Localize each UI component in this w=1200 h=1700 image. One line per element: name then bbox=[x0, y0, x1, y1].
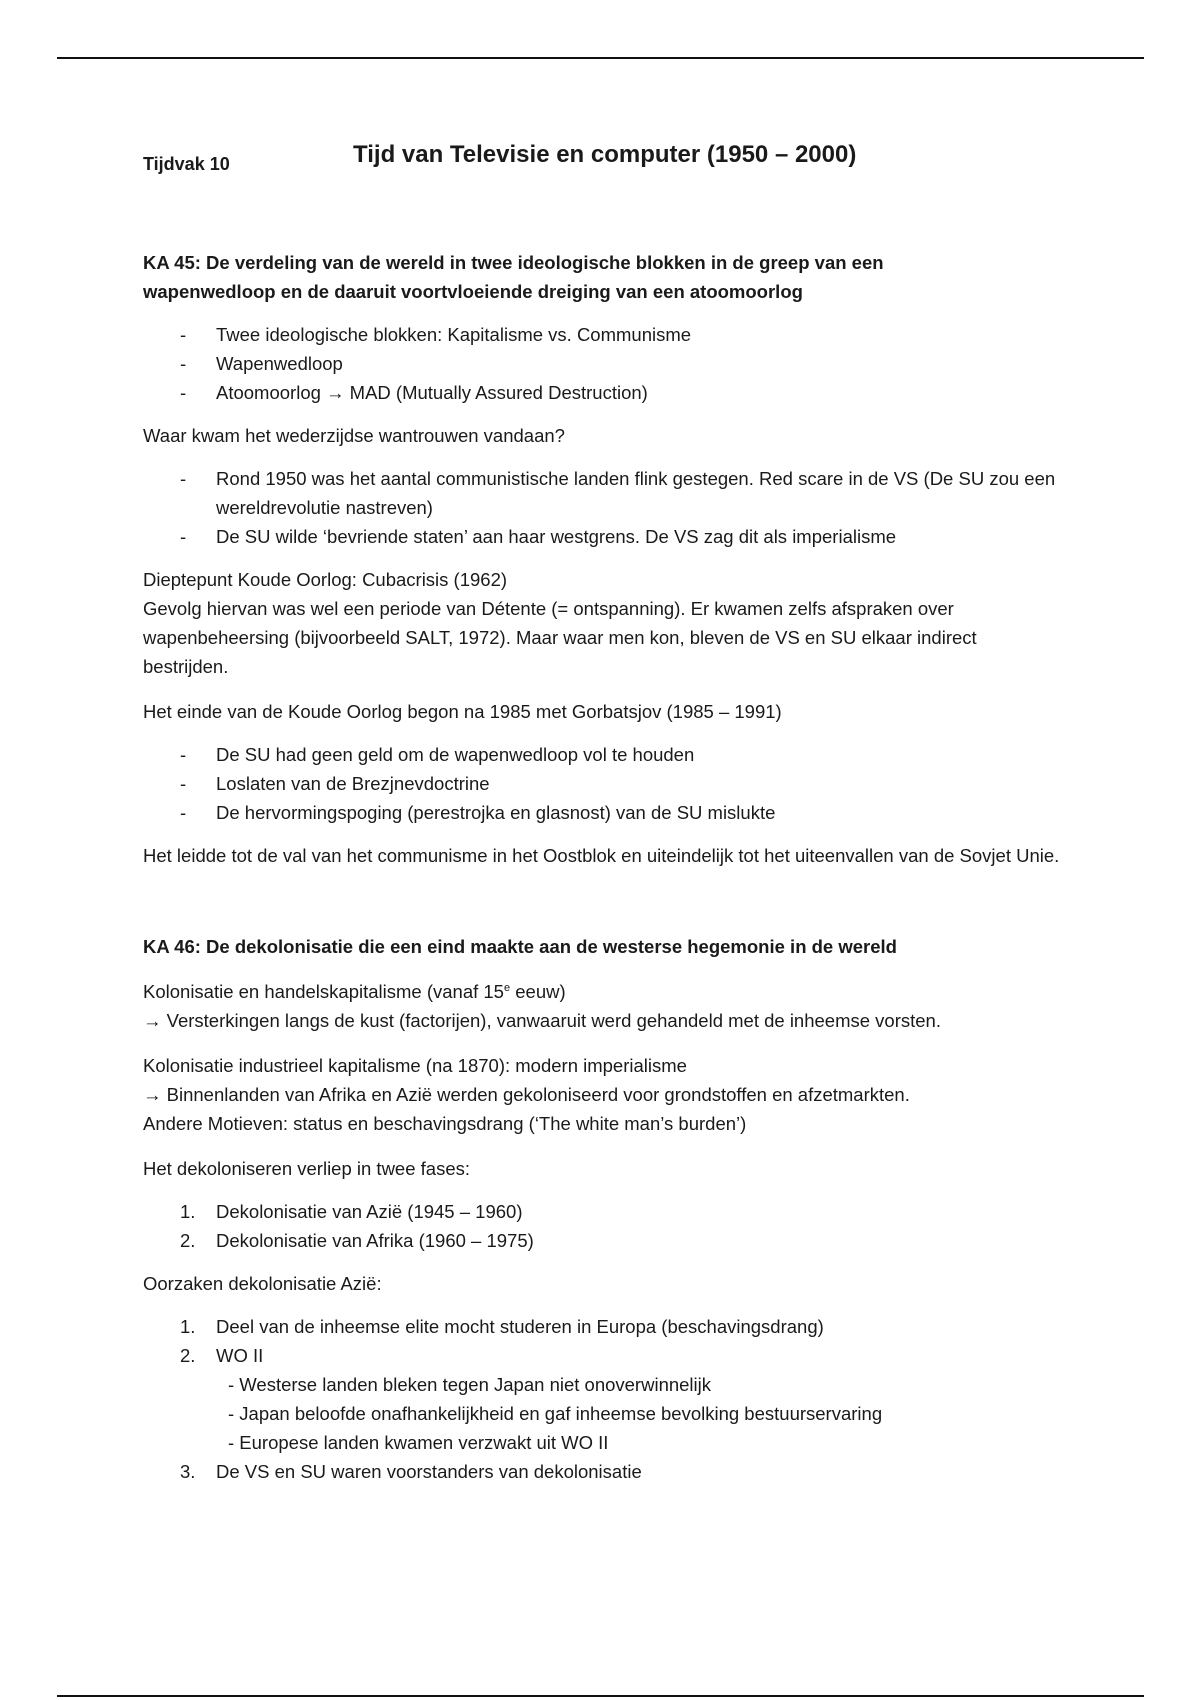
ka45-detente: Gevolg hiervan was wel een periode van Détente (= ontspanning). Er kwamen zelfs afspraken over wapenbeheersing (bijvoorbeeld SALT, 1972). Maar waar men kon, bleven de VS en SU elkaar indirect bestrijden. bbox=[143, 598, 977, 677]
ka46-heading: KA 46: De dekolonisatie die een eind maakte aan de westerse hegemonie in de wereld bbox=[143, 936, 897, 957]
ka45-dieptepunt: Dieptepunt Koude Oorlog: Cubacrisis (1962) bbox=[143, 569, 508, 590]
page-title: Tijd van Televisie en computer (1950 – 2000) bbox=[353, 141, 857, 168]
ka46-kolonisatie-2: Kolonisatie industrieel kapitalisme (na 1870): modern imperialisme bbox=[143, 1055, 687, 1076]
list-item: - De hervormingspoging (perestrojka en glasnost) van de SU mislukte bbox=[180, 802, 776, 823]
list-item: - Wapenwedloop bbox=[180, 353, 343, 374]
ka46-motives: Andere Motieven: status en beschavingsdrang (‘The white man’s burden’) bbox=[143, 1113, 747, 1134]
footer-rule bbox=[57, 1695, 1144, 1697]
ka46-kolonisatie-1-arrow: → Versterkingen langs de kust (factorijen), vanwaaruit werd gehandeld met de inheemse vorsten. bbox=[143, 1010, 941, 1031]
ka45-bullets-3 bbox=[143, 740, 1063, 827]
wo2-sub-item: - Japan beloofde onafhankelijkheid en gaf inheemse bevolking bestuurservaring bbox=[228, 1403, 883, 1424]
ka46-oorzaken-intro: Oorzaken dekolonisatie Azië: bbox=[143, 1273, 382, 1294]
ka45-heading-line2: wapenwedloop en de daaruit voortvloeiende dreiging van een atoomoorlog bbox=[143, 281, 803, 302]
header-rule bbox=[57, 57, 1144, 59]
ka45-question: Waar kwam het wederzijdse wantrouwen vandaan? bbox=[143, 425, 565, 446]
list-item: 3. De VS en SU waren voorstanders van dekolonisatie bbox=[180, 1461, 642, 1482]
list-item: - Atoomoorlog → MAD (Mutually Assured Destruction) bbox=[180, 382, 648, 403]
list-item: - Loslaten van de Brezjnevdoctrine bbox=[180, 773, 490, 794]
ka46-kolonisatie-1: Kolonisatie en handelskapitalisme (vanaf 15e eeuw) bbox=[143, 981, 566, 1002]
ka45-einde: Het einde van de Koude Oorlog begon na 1985 met Gorbatsjov (1985 – 1991) bbox=[143, 701, 782, 722]
ka46-kolonisatie-2-arrow: → Binnenlanden van Afrika en Azië werden gekoloniseerd voor grondstoffen en afzetmarkten. bbox=[143, 1084, 910, 1105]
document-page bbox=[143, 140, 1063, 1500]
list-item: 2. Dekolonisatie van Afrika (1960 – 1975) bbox=[180, 1230, 534, 1251]
wo2-sub-item: - Westerse landen bleken tegen Japan niet onoverwinnelijk bbox=[228, 1374, 712, 1395]
tijdvak-label: Tijdvak 10 bbox=[143, 154, 230, 174]
ka45-conclusion: Het leidde tot de val van het communisme in het Oostblok en uiteindelijk tot het uiteenvallen van de Sovjet Unie. bbox=[143, 845, 1060, 866]
ka45-heading-line1: KA 45: De verdeling van de wereld in twee ideologische blokken in de greep van een bbox=[143, 252, 884, 273]
ka46-fases-list bbox=[143, 1197, 1063, 1255]
wo2-sub-item: - Europese landen kwamen verzwakt uit WO II bbox=[228, 1432, 609, 1453]
ka45-heading bbox=[143, 248, 1063, 306]
ka46-fases-intro: Het dekoloniseren verliep in twee fases: bbox=[143, 1158, 471, 1179]
ka45-bullets-2 bbox=[143, 464, 1063, 551]
list-item: 1. Dekolonisatie van Azië (1945 – 1960) bbox=[180, 1201, 523, 1222]
list-item: - De SU wilde ‘bevriende staten’ aan haar westgrens. De VS zag dit als imperialisme bbox=[180, 526, 897, 547]
title-row bbox=[143, 140, 1063, 186]
list-item: - Twee ideologische blokken: Kapitalisme vs. Communisme bbox=[180, 324, 692, 345]
list-item: 2. WO II - Westerse landen bleken tegen Japan niet onoverwinnelijk - Japan beloofde onafhankelijkheid en gaf inheemse bevolking bestuurservaring - Europese landen kwamen verzwakt uit WO II bbox=[143, 1341, 1063, 1457]
list-item: - Rond 1950 was het aantal communistische landen flink gestegen. Red scare in de VS (De SU zou een wereldrevolutie nastreven) bbox=[180, 468, 1056, 518]
list-item: 1. Deel van de inheemse elite mocht studeren in Europa (beschavingsdrang) bbox=[180, 1316, 824, 1337]
ka46-oorzaken-list bbox=[143, 1312, 1063, 1486]
list-item: - De SU had geen geld om de wapenwedloop vol te houden bbox=[180, 744, 695, 765]
ka45-bullets-1 bbox=[143, 320, 1063, 407]
